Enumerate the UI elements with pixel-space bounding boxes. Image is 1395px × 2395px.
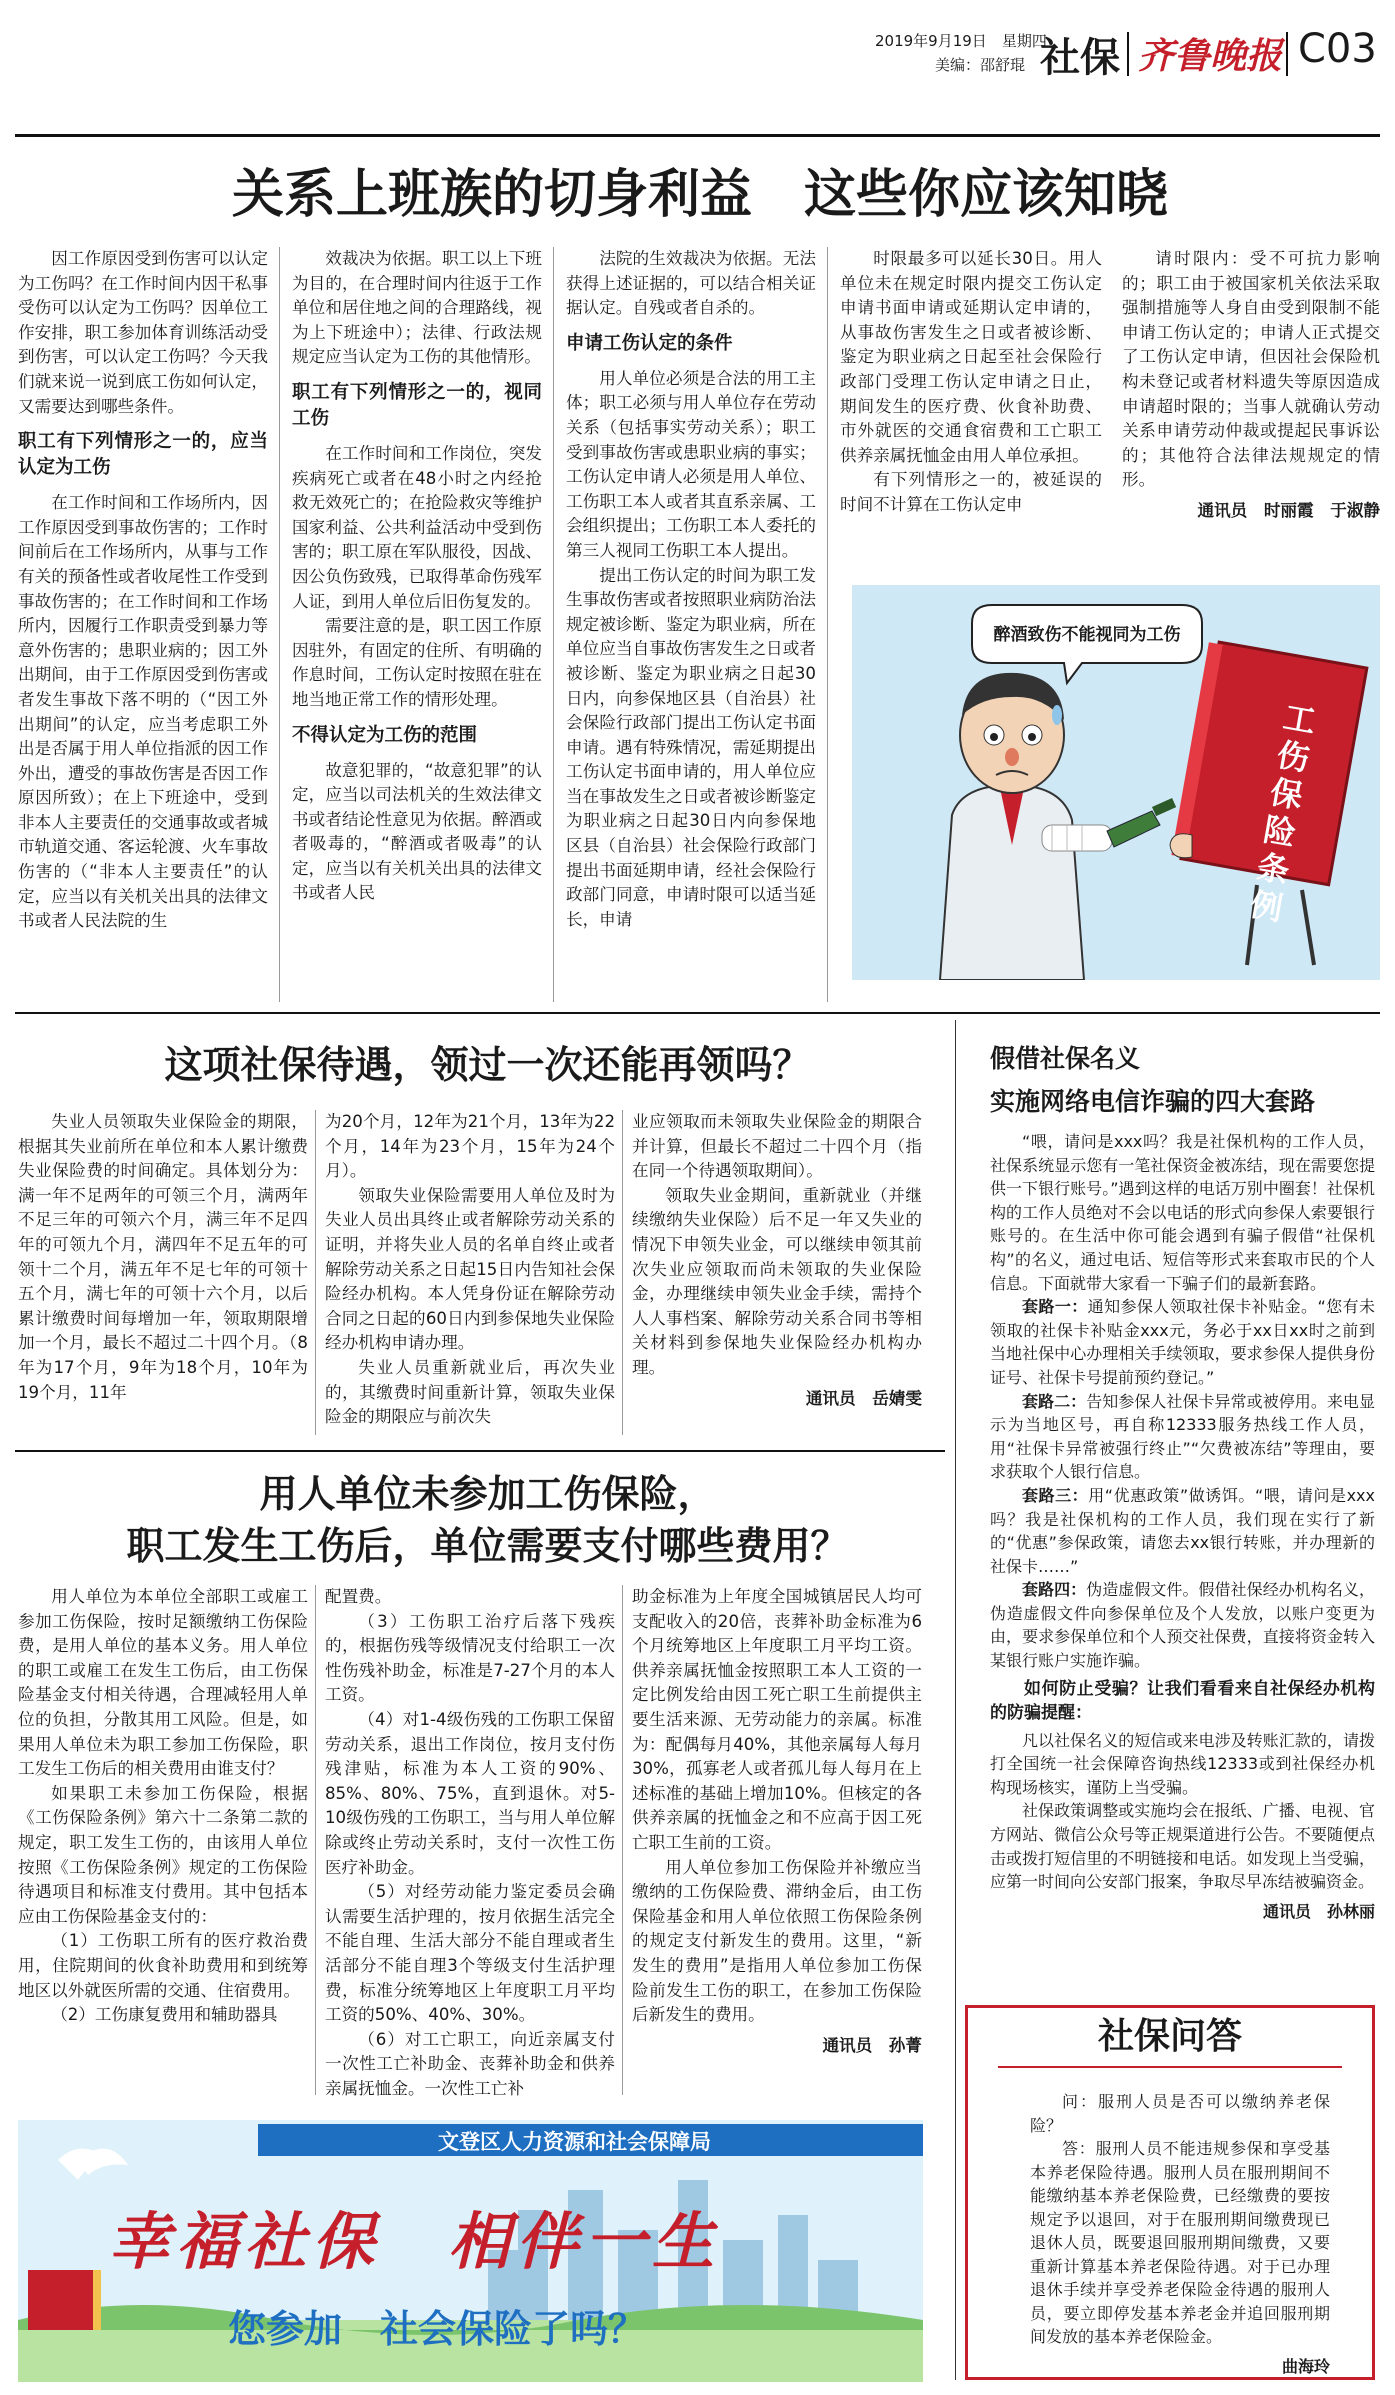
byline: 曲海玲 [1281, 2356, 1330, 2375]
paragraph: （5）对经劳动能力鉴定委员会确认需要生活护理的，按月依据生活完全不能自理、生活大部分不能自理或者生活部分不能自理3个等级支付生活护理费，标准分统筹地区上年度职工月平均工资的50%、40%、30%。 [325, 1882, 615, 2025]
banner-org: 文登区人力资源和社会保障局 [438, 2130, 711, 2154]
paragraph [990, 1484, 1375, 1578]
byline: 通讯员 孙林丽 [1262, 1901, 1375, 1921]
page-divider [955, 1020, 956, 2380]
keyword: 套路二： [1022, 1391, 1087, 1411]
col-divider [622, 1110, 623, 1435]
paragraph: 请时限内：受不可抗力影响的；职工由于被国家机关依法采取强制措施等人身自由受到限制不能申请工伤认定的；申请人正式提交了工伤认定申请，但因社会保险机构未登记或者材料遗失等原因造成申请超时限的；当事人就确认劳动关系申请劳动仲裁或提起民事诉讼的；其他符合法律法规规定的情形。 [1122, 249, 1380, 490]
article2-title: 这项社保待遇，领过一次还能再领吗？ [164, 1043, 811, 1087]
section-rule [15, 1012, 1380, 1014]
a1-col1 [18, 247, 268, 1002]
byline: 通讯员 孙菁 [822, 2035, 922, 2055]
paragraph: 因工作原因受到伤害可以认定为工伤吗？在工作时间内因干私事受伤可以认定为工伤吗？因单位工作安排，职工参加体育训练活动受到伤害，可以认定工伤吗？今天我们就来说一说到底工伤如何认定，又需要达到哪些条件。 [18, 249, 268, 416]
subheading: 如何防止受骗？让我们看看来自社保经办机构的防骗提醒： [990, 1678, 1375, 1723]
paragraph: “喂，请问是xxx吗？我是社保机构的工作人员，社保系统显示您有一笔社保资金被冻结，现在需要您提供一下银行账号。”遇到这样的电话万别中圈套！社保机构的工作人员绝对不会以电话的形式向参保人索要银行账号的。在生活中你可能会遇到有骗子假借“社保机构”的名义，通过电话、短信等形式来套取市民的个人信息。下面就带大家看一下骗子们的最新套路。 [990, 1132, 1375, 1293]
section-rule [15, 1450, 945, 1452]
editor-credit: 美编：邵舒琨 [935, 56, 1026, 74]
col-divider [279, 247, 280, 1002]
keyword: 套路四： [1022, 1580, 1087, 1600]
article4-title-2: 实施网络电信诈骗的四大套路 [990, 1087, 1316, 1116]
paragraph: 时限最多可以延长30日。用人单位未在规定时限内提交工伤认定申请书面申请或延期认定申请的，从事故伤害发生之日或者被诊断、鉴定为职业病之日起至社会保险行政部门受理工伤认定申请之日止，期间发生的医疗费、伙食补助费、市外就医的交通食宿费和工亡职工供养亲属抚恤金由用人单位承担。 [840, 249, 1102, 465]
paragraph: 凡以社保名义的短信或来电涉及转账汇款的，请拨打全国统一社会保障咨询热线12333或到社保经办机构现场核实，谨防上当受骗。 [990, 1730, 1375, 1797]
paragraph-text: 告知参保人社保卡异常或被停用。来电显示为当地区号，再自称12333服务热线工作人员，用“社保卡异常被强行终止”“欠费被冻结”等理由，要求获取个人银行信息。 [990, 1391, 1375, 1482]
cartoon-book-title: 工伤保险条例 [1247, 697, 1319, 929]
col-divider [553, 247, 554, 1002]
subheading: 不得认定为工伤的范围 [292, 724, 478, 746]
a2-col3 [632, 1110, 922, 1440]
top-rule [15, 134, 1380, 137]
qa-answer: 答：服刑人员不能违规参保和享受基本养老保险待遇。服刑人员在服刑期间不能缴纳基本养老保险费，已经缴费的要按规定予以退回，对于在服刑期间缴费现已退休人员，既要退回服刑期间缴费，又要重新计算基本养老保险待遇。对于已办理退休手续并享受养老保险金待遇的服刑人员，要立即停发基本养老金并追回服刑期间发放的基本养老保险金。 [1030, 2139, 1330, 2346]
keyword: 套路三： [1022, 1485, 1089, 1505]
a3-col1 [18, 1585, 308, 2100]
paragraph: 失业人员重新就业后，再次失业的，其缴费时间重新计算，领取失业保险金的期限应与前次失 [325, 1357, 615, 1427]
paragraph: 失业人员领取失业保险金的期限，根据其失业前所在单位和本人累计缴费失业保险费的时间确定。具体划分为：满一年不足两年的可领三个月，满两年不足三年的可领六个月，满三年不足四年的可领九个月，满四年不足五年的可领十二个月，满五年不足七年的可领十五个月，满七年的可领十六个月，以后累计缴费时间每增加一年，领取期限增加一个月，最长不超过二十四个月。（8年为17个月，9年为18个月，10年为19个月，11年 [18, 1112, 308, 1402]
paragraph-text: 通知参保人领取社保卡补贴金。“您有未领取的社保卡补贴金xxx元，务必于xx日xx时之前到当地社保中心办理相关手续领取，要求参保人提供身份证号、社保卡号提前预约登记。” [990, 1297, 1375, 1387]
paragraph: 社保政策调整或实施均会在报纸、广播、电视、官方网站、微信公众号等正规渠道进行公告。不要随便点击或拨打短信里的不明链接和电话。如发现上当受骗，应第一时间向公安部门报案，争取尽早冻结被骗资金。 [990, 1801, 1375, 1892]
paragraph: 用人单位参加工伤保险并补缴应当缴纳的工伤保险费、滞纳金后，由工伤保险基金和用人单位依照工伤保险条例的规定支付新发生的费用。这里，“新发生的费用”是指用人单位参加工伤保险前发生工伤的职工，在参加工伤保险后新发生的费用。 [632, 1857, 922, 2025]
article3-title-2: 职工发生工伤后，单位需要支付哪些费用？ [126, 1524, 849, 1568]
paragraph: 助金标准为上年度全国城镇居民人均可支配收入的20倍，丧葬补助金标准为6个月统筹地区上年度职工月平均工资。供养亲属抚恤金按照职工本人工资的一定比例发给由因工死亡职工生前提供主要生活来源、无劳动能力的亲属。标准为：配偶每月40%，其他亲属每人每月30%，孤寡老人或者孤儿每人每月在上述标准的基础上增加10%。但核定的各供养亲属的抚恤金之和不应高于因工死亡职工生前的工资。 [632, 1587, 922, 1852]
subheading: 职工有下列情形之一的，视同工伤 [292, 381, 542, 429]
paragraph: 如果职工未参加工伤保险，根据《工伤保险条例》第六十二条第二款的规定，职工发生工伤的，由该用人单位按照《工伤保险条例》规定的工伤保险待遇项目和标准支付费用。其中包括本应由工伤保险基金支付的： [18, 1783, 308, 1926]
qa-title: 社保问答 [1097, 2016, 1242, 2057]
qa-body [1030, 2090, 1330, 2375]
cartoon-caption: 醉酒致伤不能视同为工伤 [993, 625, 1181, 645]
a2-col2 [325, 1110, 615, 1440]
paragraph: 需要注意的是，职工因工作原因驻外，有固定的住所、有明确的作息时间，工伤认定时按照在驻在地当地正常工作的情形处理。 [292, 616, 542, 709]
masthead-sep-1 [1127, 32, 1129, 76]
article4-title-1: 假借社保名义 [990, 1044, 1141, 1073]
byline: 通讯员 时丽霞 于淑静 [1197, 500, 1380, 520]
a1-col2 [292, 247, 542, 1002]
col-divider [622, 1585, 623, 2095]
paragraph: （2）工伤康复费用和辅助器具 [51, 2005, 278, 2025]
a4-body [990, 1130, 1375, 1995]
a1-col5 [1122, 247, 1380, 547]
subheading: 申请工伤认定的条件 [566, 332, 733, 354]
paragraph: 有下列情形之一的，被延误的时间不计算在工伤认定申 [840, 470, 1102, 514]
paragraph: 在工作时间和工作岗位，突发疾病死亡或者在48小时之内经抢救无效死亡的；在抢险救灾等维护国家利益、公共利益活动中受到伤害的；职工原在军队服役，因战、因公负伤致残，已取得革命伤残军人证，到用人单位后旧伤复发的。 [292, 443, 542, 611]
paper-logo: 齐鲁晚报 [1138, 35, 1283, 77]
paragraph: 业应领取而未领取失业保险金的期限合并计算，但最长不超过二十四个月（指在同一个待遇领取期间）。 [632, 1112, 922, 1181]
page-number: C03 [1298, 26, 1377, 72]
section-name: 社保 [1040, 35, 1120, 81]
paragraph [990, 1390, 1375, 1484]
col-divider [827, 247, 828, 1002]
paragraph-text: 用“优惠政策”做诱饵。“喂，请问是xxx吗？我是社保机构的工作人员，我们现在实行了新的“优惠”参保政策，请您去xx银行转账，并办理新的社保卡……” [990, 1485, 1375, 1576]
article3-title-1: 用人单位未参加工伤保险， [259, 1472, 716, 1516]
masthead-sep-2 [1286, 32, 1288, 76]
a2-col1 [18, 1110, 308, 1440]
paragraph: 为20个月，12年为21个月，13年为22个月，14年为23个月，15年为24个月）。 [325, 1112, 615, 1181]
a1-col3 [566, 247, 816, 1002]
paragraph-text: 伪造虚假文件。假借社保经办机构名义，伪造虚假文件向参保单位及个人发放，以账户变更为由，要求参保单位和个人预交社保费，直接将资金转入某银行账户实施诈骗。 [990, 1580, 1375, 1671]
paragraph: 在工作时间和工作场所内，因工作原因受到事故伤害的；工作时间前后在工作场所内，从事与工作有关的预备性或者收尾性工作受到事故伤害的；在工作时间和工作场所内，因履行工作职责受到暴力等意外伤害的；患职业病的；因工外出期间，由于工作原因受到伤害或者发生事故下落不明的（“因工外出期间”的认定，应当考虑职工外出是否属于用人单位指派的因工作外出，遭受的事故伤害是否因工作原因所致）；在上下班途中，受到非本人主要责任的交通事故或者城市轨道交通、客运轮渡、火车事故伤害的（“非本人主要责任”的认定，应当以有关机关出具的法律文书或者人民法院的生 [18, 493, 268, 931]
paragraph: 效裁决为依据。职工以上下班为目的，在合理时间内往返于工作单位和居住地之间的合理路线，视为上下班途中）；法律、行政法规规定应当认定为工伤的其他情形。 [292, 249, 542, 367]
date: 2019年9月19日 [875, 32, 987, 50]
paragraph: （1）工伤职工所有的医疗救治费用，住院期间的伙食补助费用和到统筹地区以外就医所需的交通、住宿费用。 [18, 1931, 308, 2000]
paragraph [990, 1578, 1375, 1672]
banner-ad [18, 2120, 923, 2382]
banner-slogan: 幸福社保 相伴一生 [108, 2205, 721, 2278]
paragraph: 法院的生效裁决为依据。无法获得上述证据的，可以结合相关证据认定。自残或者自杀的。 [566, 249, 816, 318]
paragraph: （4）对1-4级伤残的工伤职工保留劳动关系，退出工作岗位，按月支付伤残津贴，标准为本人工资的90%、85%、80%、75%，直到退休。对5-10级伤残的工伤职工，当与用人单位解除或终止劳动关系时，支付一次性工伤医疗补助金。 [325, 1709, 615, 1877]
paragraph: 配置费。 [325, 1587, 392, 1606]
paragraph: （3）工伤职工治疗后落下残疾的，根据伤残等级情况支付给职工一次性伤残补助金，标准是7-27个月的本人工资。 [325, 1611, 615, 1705]
article1-title: 关系上班族的切身利益 这些你应该知晓 [231, 165, 1168, 225]
a1-col4 [840, 247, 1102, 547]
paragraph: 提出工伤认定的时间为职工发生事故伤害或者按照职业病防治法规定被诊断、鉴定为职业病，所在单位应当自事故伤害发生之日或者被诊断、鉴定为职业病之日起30日内，向参保地区县（自治县）社会保险行政部门提出工伤认定书面申请。遇有特殊情况，需延期提出工伤认定书面申请的，用人单位应当在事故发生之日或者被诊断鉴定为职业病之日起30日内向参保地区县（自治县）社会保险行政部门提出书面延期申请，经社会保险行政部门同意，申请时限可以适当延长，申请 [566, 565, 816, 929]
paragraph: 领取失业金期间，重新就业（并继续缴纳失业保险）后不足一年又失业的情况下申领失业金，可以继续申领其前次失业应领取而尚未领取的失业保险金，办理继续申领失业金手续，需持个人人事档案、解除劳动关系合同书等相关材料到参保地失业保险经办机构办理。 [632, 1185, 922, 1377]
cartoon-illustration [852, 585, 1380, 980]
paragraph [990, 1295, 1375, 1389]
paragraph: 用人单位为本单位全部职工或雇工参加工伤保险，按时足额缴纳工伤保险费，是用人单位的基本义务。用人单位的职工或雇工在发生工伤后，由工伤保险基金支付相关待遇，合理减轻用人单位的负担，分散其用工风险。但是，如果用人单位未为职工参加工伤保险，职工发生工伤后的相关费用由谁支付？ [18, 1587, 308, 1779]
a3-col2 [325, 1585, 615, 2100]
paragraph: 领取失业保险需要用人单位及时为失业人员出具终止或者解除劳动关系的证明，并将失业人员的名单自终止或者解除劳动关系之日起15日内告知社会保险经办机构。本人凭身份证在解除劳动合同之日起的60日内到参保地失业保险经办机构申请办理。 [325, 1185, 615, 1353]
qa-box [965, 2005, 1375, 2380]
col-divider [315, 1110, 316, 1435]
paragraph: 用人单位必须是合法的用工主体；职工必须与用人单位存在劳动关系（包括事实劳动关系）；职工受到事故伤害或患职业病的事实；工伤认定申请人必须是用人单位、工伤职工本人或者其直系亲属、工会组织提出；工伤职工本人委托的第三人视同工伤职工本人提出。 [566, 368, 816, 560]
subheading: 职工有下列情形之一的，应当认定为工伤 [18, 431, 268, 479]
issue-date [875, 30, 1047, 51]
byline: 通讯员 岳婧雯 [805, 1388, 922, 1408]
banner-question: 您参加 社会保险了吗？ [228, 2307, 647, 2351]
qa-title-rule [998, 2066, 1342, 2068]
keyword: 套路一： [1022, 1297, 1088, 1317]
col-divider [315, 1585, 316, 2095]
paragraph: （6）对工亡职工，向近亲属支付一次性工亡补助金、丧葬补助金和供养亲属抚恤金。一次性工亡补 [325, 2029, 615, 2098]
weekday: 星期四 [1001, 32, 1047, 50]
a3-col3 [632, 1585, 922, 2100]
qa-question: 问：服刑人员是否可以缴纳养老保险？ [1030, 2092, 1330, 2135]
paragraph: 故意犯罪的，“故意犯罪”的认定，应当以司法机关的生效法律文书或者结论性意见为依据。醉酒或者吸毒的，“醉酒或者吸毒”的认定，应当以有关机关出具的法律文书或者人民 [292, 760, 542, 903]
